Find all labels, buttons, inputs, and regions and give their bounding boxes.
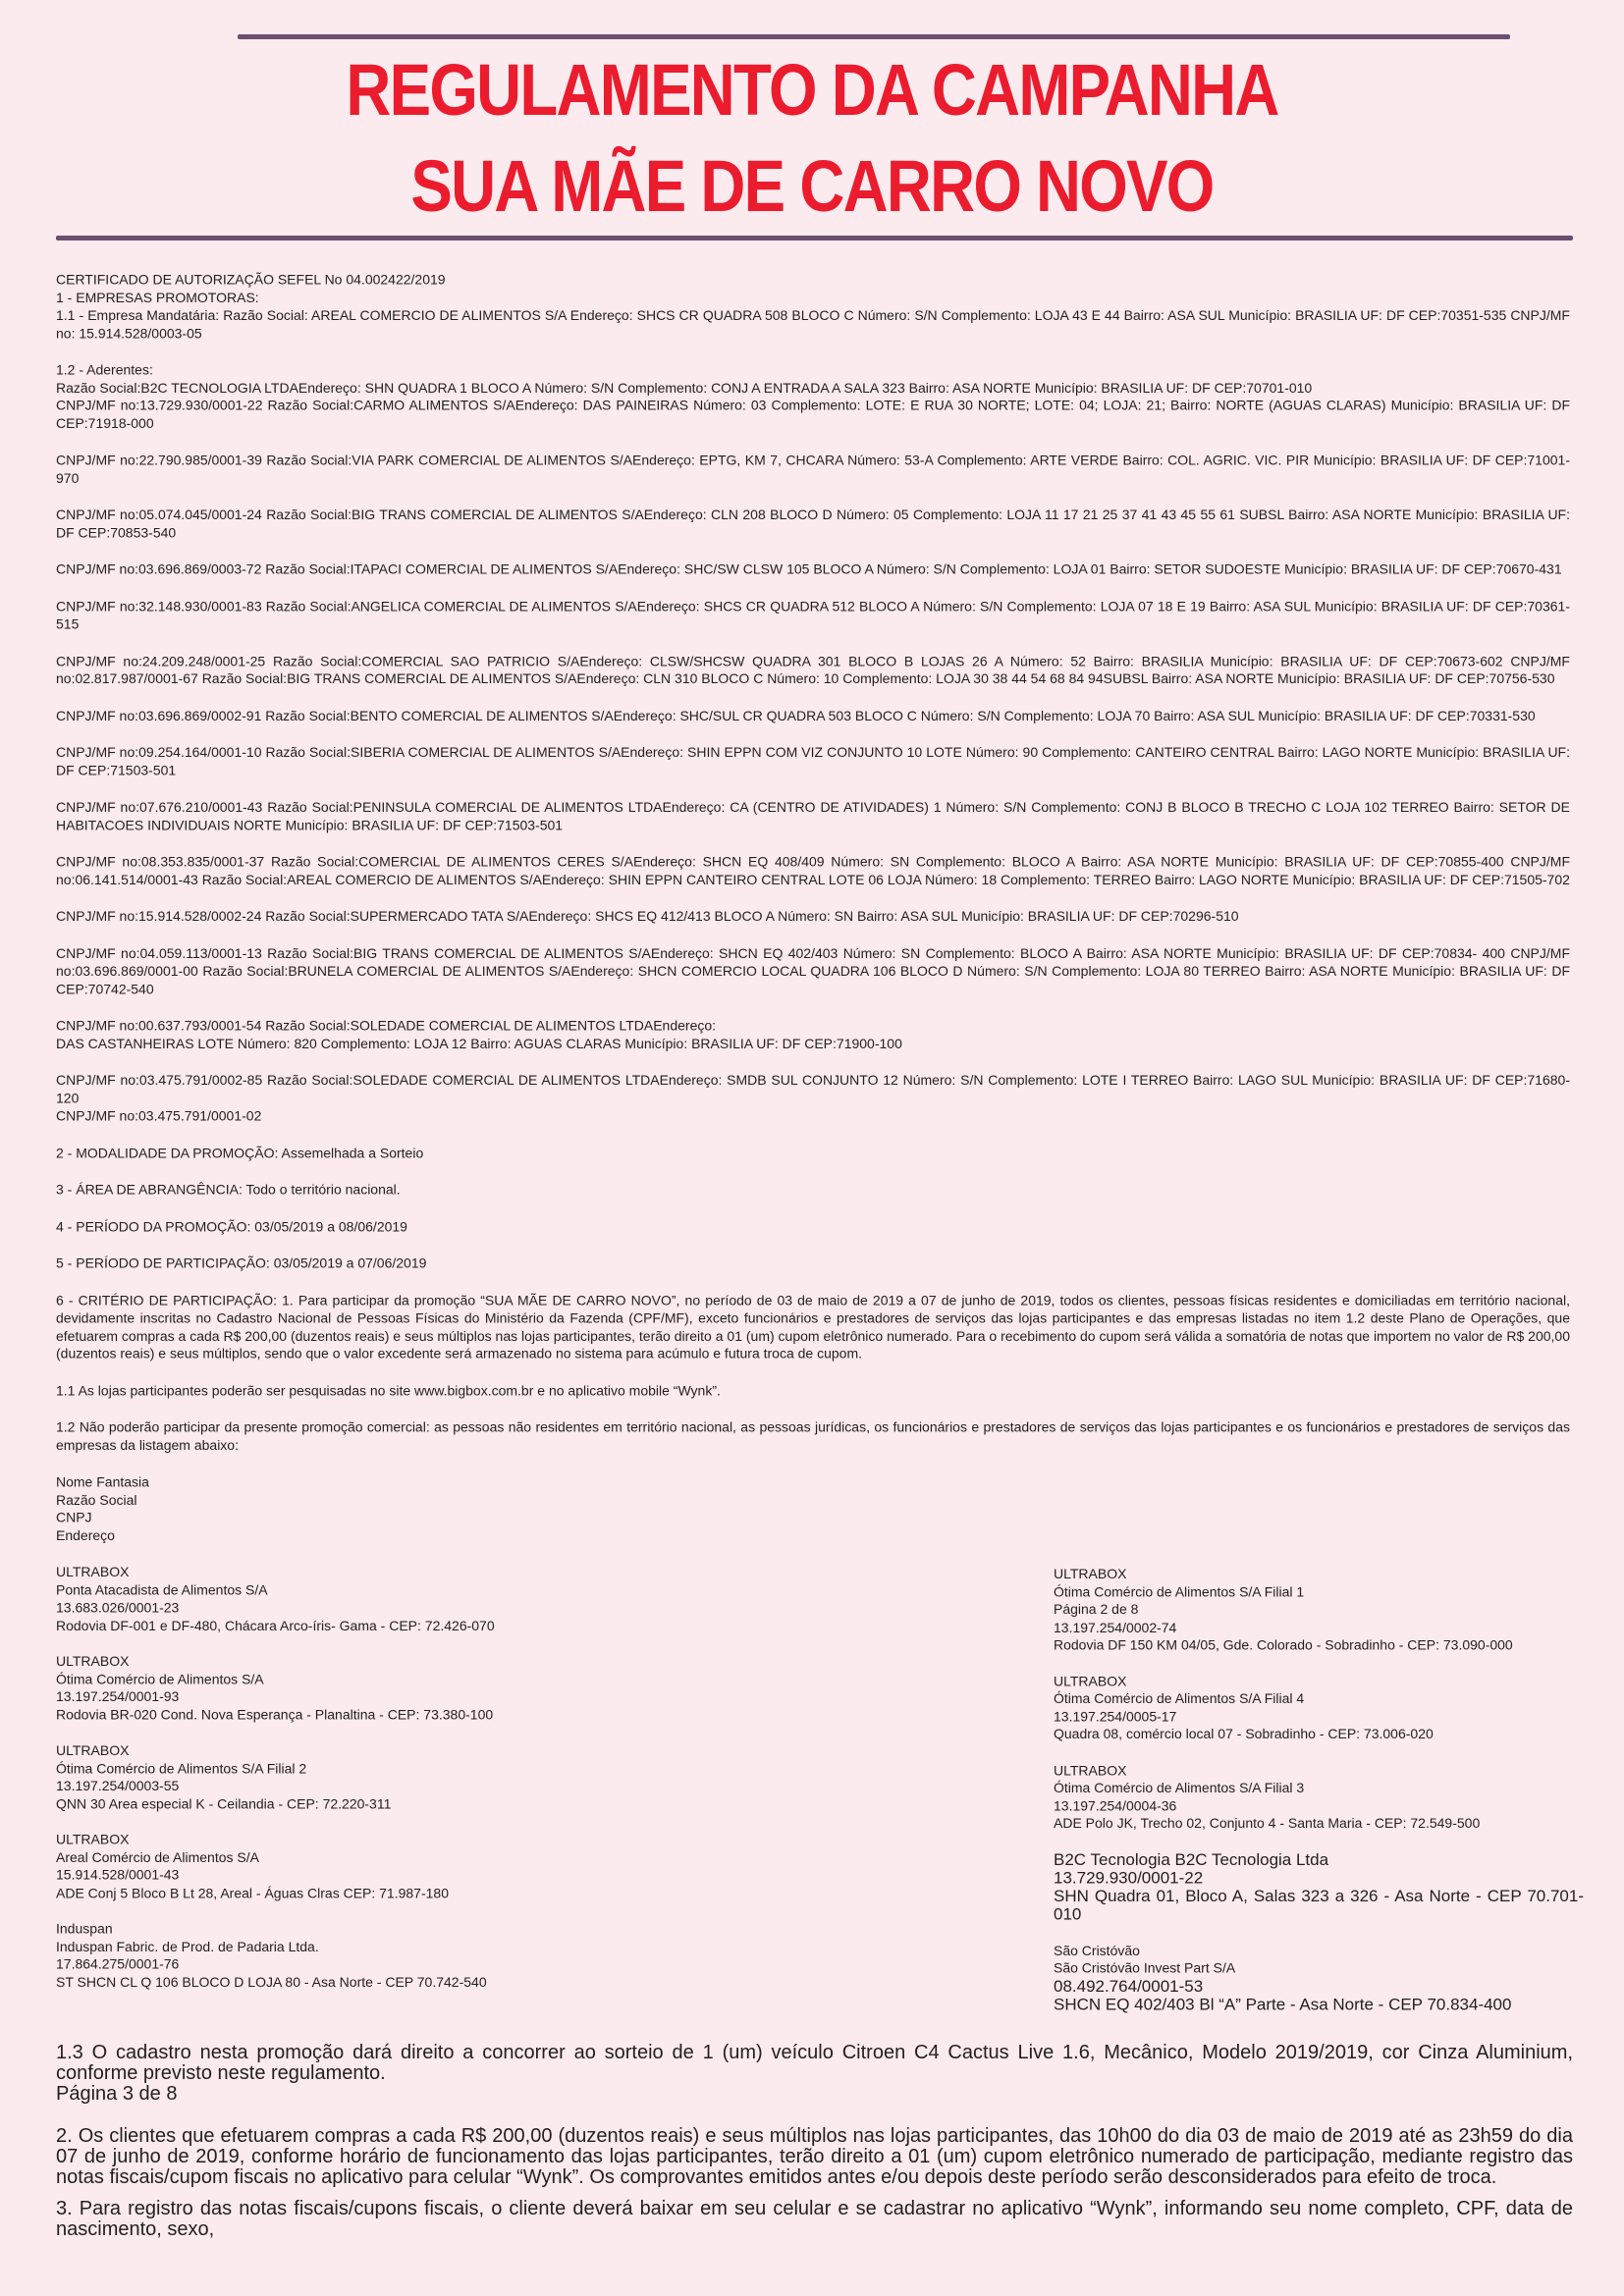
clause-1-3: 1.3 O cadastro nesta promoção dará direito a concorrer ao sorteio de 1 (um) veículo Citroen C4 Cactus Live 1.6, Mecânico, Modelo 2019/2019, cor Cinza Aluminium, conforme previsto neste regulamento. <box>56 2042 1573 2084</box>
section-1-heading: 1 - EMPRESAS PROMOTORAS: <box>56 290 259 305</box>
entry-cnpj: 15.914.528/0001-43 <box>56 1867 180 1883</box>
section-3: 3 - ÁREA DE ABRANGÊNCIA: Todo o território nacional. <box>56 1181 401 1198</box>
entry-address: Rodovia DF-001 e DF-480, Chácara Arco-íris- Gama - CEP: 72.426-070 <box>56 1617 495 1633</box>
section-6-2: 1.2 Não poderão participar da presente promoção comercial: as pessoas não residentes em território nacional, as pessoas jurídicas, os funcionários e prestadores de serviços das lojas participantes e os funcionários e prestadores de serviços das empresas da listagem abaixo: <box>56 1418 1570 1453</box>
adherent-1: Razão Social:B2C TECNOLOGIA LTDAEndereço: SHN QUADRA 1 BLOCO A Número: S/N Complemento: CONJ A ENTRADA A SALA 323 Bairro: ASA NORTE Município: BRASILIA UF: DF CEP:70701-010 <box>56 379 1313 396</box>
listing-left-column <box>56 1563 940 2008</box>
section-1-2-heading: 1.2 - Aderentes: <box>56 361 153 378</box>
entry-name: ULTRABOX <box>1054 1762 1127 1778</box>
listing-header <box>56 1473 1570 1544</box>
adherent-7: CNPJ/MF no:24.209.248/0001-25 Razão Social:COMERCIAL SAO PATRICIO S/AEndereço: CLSW/SHCSW QUADRA 301 BLOCO B LOJAS 26 A Número: 52 Bairro: BRASILIA Município: BRASILIA UF: DF CEP:70673-602 CNPJ/MF no:02.817.987/0001-67 Razão Social:BIG TRANS COMERCIAL DE ALIMENTOS S/AEndereço: CLN 310 BLOCO C Número: 10 Complemento: LOJA 30 38 44 54 68 84 94SUBSL Bairro: ASA NORTE Município: BRASILIA UF: DF CEP:70756-530 <box>56 653 1570 686</box>
adherent-5: CNPJ/MF no:03.696.869/0003-72 Razão Social:ITAPACI COMERCIAL DE ALIMENTOS S/AEndereço: SHC/SW CLSW 105 BLOCO A Número: S/N Complemento: LOJA 01 Bairro: SETOR SUDOESTE Município: BRASILIA UF: DF CEP:70670-431 <box>56 561 1562 577</box>
entry-cnpj: 17.864.275/0001-76 <box>56 1955 180 1972</box>
listing-right-column <box>1054 1565 1584 2031</box>
listing-header-name: Nome Fantasia <box>56 1473 149 1490</box>
entry-company: Areal Comércio de Alimentos S/A <box>56 1848 259 1865</box>
entry-cnpj: 13.197.254/0001-93 <box>56 1688 180 1705</box>
adherent-14-line-1: CNPJ/MF no:00.637.793/0001-54 Razão Social:SOLEDADE COMERCIAL DE ALIMENTOS LTDAEndereço: <box>56 1017 717 1034</box>
section-6-1: 1.1 As lojas participantes poderão ser pesquisadas no site www.bigbox.com.br e no aplicativo mobile “Wynk”. <box>56 1382 721 1398</box>
adherent-9: CNPJ/MF no:09.254.164/0001-10 Razão Social:SIBERIA COMERCIAL DE ALIMENTOS S/AEndereço: SHIN EPPN COM VIZ CONJUNTO 10 LOTE Número: 90 Complemento: CANTEIRO CENTRAL Bairro: LAGO NORTE Município: BRASILIA UF: DF CEP:71503-501 <box>56 744 1570 778</box>
entry-cnpj: 13.683.026/0001-23 <box>56 1599 180 1616</box>
entry-cnpj: 13.729.930/0001-22 <box>1054 1868 1204 1888</box>
listing-header-address: Endereço <box>56 1526 115 1543</box>
adherent-13: CNPJ/MF no:04.059.113/0001-13 Razão Social:BIG TRANS COMERCIAL DE ALIMENTOS S/AEndereço: SHCN EQ 402/403 Número: SN Complemento: BLOCO A Bairro: ASA NORTE Município: BRASILIA UF: DF CEP:70834- 400 CNPJ/MF no:03.696.869/0001-00 Razão Social:BRUNELA COMERCIAL DE ALIMENTOS S/AEndereço: SHCN COMERCIO LOCAL QUADRA 106 BLOCO D Número: S/N Complemento: LOJA 80 TERREO Bairro: ASA NORTE Município: BRASILIA UF: DF CEP:70742-540 <box>56 945 1570 996</box>
entry-company: Ótima Comércio de Alimentos S/A Filial 4 <box>1054 1690 1305 1706</box>
page-title-line-1: REGULAMENTO DA CAMPANHA <box>346 49 1278 131</box>
page-number: Página 2 de 8 <box>1054 1601 1139 1618</box>
entry-address: ST SHCN CL Q 106 BLOCO D LOJA 80 - Asa Norte - CEP 70.742-540 <box>56 1973 487 1990</box>
top-rule <box>238 34 1510 39</box>
entry-company: Ótima Comércio de Alimentos S/A Filial 2 <box>56 1760 307 1776</box>
adherent-15 <box>56 1071 1570 1124</box>
adherent-6: CNPJ/MF no:32.148.930/0001-83 Razão Social:ANGELICA COMERCIAL DE ALIMENTOS S/AEndereço: SHCS CR QUADRA 512 BLOCO A Número: S/N Complemento: LOJA 07 18 E 19 Bairro: ASA SUL Município: BRASILIA UF: DF CEP:70361-515 <box>56 598 1570 632</box>
adherent-14-line-2: DAS CASTANHEIRAS LOTE Número: 820 Complemento: LOJA 12 Bairro: AGUAS CLARAS Município: BRASILIA UF: DF CEP:71900-100 <box>56 1035 902 1051</box>
entry-address: ADE Polo JK, Trecho 02, Conjunto 4 - Santa Maria - CEP: 72.549-500 <box>1054 1815 1481 1831</box>
adherent-3: CNPJ/MF no:22.790.985/0001-39 Razão Social:VIA PARK COMERCIAL DE ALIMENTOS S/AEndereço: EPTG, KM 7, CHCARA Número: 53-A Complemento: ARTE VERDE Bairro: COL. AGRIC. VIC. PIR Município: BRASILIA UF: DF CEP:71001-970 <box>56 452 1570 486</box>
clause-3: 3. Para registro das notas fiscais/cupons fiscais, o cliente deverá baixar em seu celular e se cadastrar no aplicativo “Wynk”, informando seu nome completo, CPF, data de nascimento, sexo, <box>56 2198 1573 2240</box>
entry-name: ULTRABOX <box>56 1564 130 1580</box>
entry-cnpj: 08.492.764/0001-53 <box>1054 1976 1204 1996</box>
entry-address: Rodovia DF 150 KM 04/05, Gde. Colorado - Sobradinho - CEP: 73.090-000 <box>1054 1636 1513 1653</box>
adherent-4: CNPJ/MF no:05.074.045/0001-24 Razão Social:BIG TRANS COMERCIAL DE ALIMENTOS S/AEndereço: CLN 208 BLOCO D Número: 05 Complemento: LOJA 11 17 21 25 37 41 43 45 55 61 SUBSL Bairro: ASA NORTE Município: BRASILIA UF: DF CEP:70853-540 <box>56 507 1570 540</box>
entry-name: ULTRABOX <box>1054 1673 1127 1688</box>
entry-address: Rodovia BR-020 Cond. Nova Esperança - Planaltina - CEP: 73.380-100 <box>56 1706 494 1723</box>
entry-company: Induspan Fabric. de Prod. de Padaria Ltda. <box>56 1938 319 1954</box>
title-bottom-rule <box>56 236 1573 240</box>
entry-company: Ótima Comércio de Alimentos S/A <box>56 1671 264 1686</box>
entry-company: Ótima Comércio de Alimentos S/A Filial 1 <box>1054 1583 1305 1600</box>
entry-address: ADE Conj 5 Bloco B Lt 28, Areal - Águas Clras CEP: 71.987-180 <box>56 1885 449 1900</box>
adherent-15-line-2: CNPJ/MF no:03.475.791/0001-02 <box>56 1107 262 1124</box>
entry-cnpj: 13.197.254/0004-36 <box>1054 1797 1177 1813</box>
listing-header-company: Razão Social <box>56 1491 137 1508</box>
entry-name: São Cristóvão <box>1054 1942 1140 1958</box>
entry-name: ULTRABOX <box>1054 1566 1127 1582</box>
regulation-body <box>56 271 1584 2013</box>
listing-entry <box>1054 1761 1584 1832</box>
listing-entry <box>1054 1942 1584 2013</box>
clause-2: 2. Os clientes que efetuarem compras a cada R$ 200,00 (duzentos reais) e seus múltiplos nas lojas participantes, das 10h00 do dia 03 de maio de 2019 até as 23h59 do dia 07 de junho de 2019, conforme horário de funcionamento das lojas participantes, terão direito a 01 (um) cupom eletrônico numerado de participação, mediante registro das notas fiscais/cupom fiscais no aplicativo para celular “Wynk”. Os comprovantes emitidos antes e/ou depois deste período serão desconsiderados para efeito de troca. <box>56 2125 1573 2188</box>
entry-company: B2C Tecnologia B2C Tecnologia Ltda <box>1054 1849 1329 1869</box>
section-2: 2 - MODALIDADE DA PROMOÇÃO: Assemelhada a Sorteio <box>56 1145 424 1160</box>
regulation-continuation <box>56 2043 1573 2251</box>
entry-company: Ótima Comércio de Alimentos S/A Filial 3 <box>1054 1780 1305 1795</box>
entry-cnpj: 13.197.254/0005-17 <box>1054 1708 1177 1725</box>
entry-cnpj: 13.197.254/0003-55 <box>56 1778 180 1793</box>
adherent-8: CNPJ/MF no:03.696.869/0002-91 Razão Social:BENTO COMERCIAL DE ALIMENTOS S/AEndereço: SHC/SUL CR QUADRA 503 BLOCO C Número: S/N Complemento: LOJA 70 Bairro: ASA SUL Município: BRASILIA UF: DF CEP:70331-530 <box>56 707 1536 723</box>
certificate-line: CERTIFICADO DE AUTORIZAÇÃO SEFEL No 04.002422/2019 <box>56 271 446 288</box>
adherent-11: CNPJ/MF no:08.353.835/0001-37 Razão Social:COMERCIAL DE ALIMENTOS CERES S/AEndereço: SHCN EQ 408/409 Número: SN Complemento: BLOCO A Bairro: ASA NORTE Município: BRASILIA UF: DF CEP:70855-400 CNPJ/MF no:06.141.514/0001-43 Razão Social:AREAL COMERCIO DE ALIMENTOS S/AEndereço: SHIN EPPN CANTEIRO CENTRAL LOTE 06 LOJA Número: 18 Complemento: TERREO Bairro: LAGO NORTE Município: BRASILIA UF: DF CEP:71505-702 <box>56 853 1570 887</box>
listing-entry <box>1054 1565 1584 1653</box>
page-number: Página 3 de 8 <box>56 2083 178 2105</box>
section-1-1: 1.1 - Empresa Mandatária: Razão Social: AREAL COMERCIO DE ALIMENTOS S/A Endereço: SHCS CR QUADRA 508 BLOCO C Número: S/N Complemento: LOJA 43 E 44 Bairro: ASA SUL Município: BRASILIA UF: DF CEP:70351-535 CNPJ/MF no: 15.914.528/0003-05 <box>56 307 1570 341</box>
listing-entry <box>56 1920 940 1991</box>
entry-cnpj: 13.197.254/0002-74 <box>1054 1619 1177 1635</box>
adherent-10: CNPJ/MF no:07.676.210/0001-43 Razão Social:PENINSULA COMERCIAL DE ALIMENTOS LTDAEndereço: CA (CENTRO DE ATIVIDADES) 1 Número: S/N Complemento: CONJ B BLOCO B TRECHO C LOJA 102 TERREO Bairro: SETOR DE HABITACOES INDIVIDUAIS NORTE Município: BRASILIA UF: DF CEP:71503-501 <box>56 799 1570 832</box>
entry-company: Ponta Atacadista de Alimentos S/A <box>56 1581 268 1598</box>
entry-name: ULTRABOX <box>56 1831 130 1847</box>
entry-address: Quadra 08, comércio local 07 - Sobradinho - CEP: 73.006-020 <box>1054 1726 1434 1742</box>
section-6: 6 - CRITÉRIO DE PARTICIPAÇÃO: 1. Para participar da promoção “SUA MÃE DE CARRO NOVO”, no período de 03 de maio de 2019 a 07 de junho de 2019, todos os clientes, pessoas físicas residentes e domiciliadas em território nacional, devidamente inscritas no Cadastro Nacional de Pessoas Físicas do Ministério da Fazenda (CPF/MF), exceto funcionários e prestadores de serviços das lojas participantes e das empresas listadas no item 1.2 deste Plano de Operações, que efetuarem compras a cada R$ 200,00 (duzentos reais) e seus múltiplos nas lojas participantes, terão direito a 01 (um) cupom eletrônico numerado. Para o recebimento do cupom será válida a somatória de notas que importem no valor de R$ 200,00 (duzentos reais) e seus múltiplos, sendo que o valor excedente será armazenado no sistema para acúmulo e futura troca de cupom. <box>56 1292 1570 1362</box>
entry-address: SHCN EQ 402/403 Bl “A” Parte - Asa Norte - CEP 70.834-400 <box>1054 1995 1512 2013</box>
listing-entry <box>56 1741 940 1812</box>
adherent-12: CNPJ/MF no:15.914.528/0002-24 Razão Social:SUPERMERCADO TATA S/AEndereço: SHCS EQ 412/413 BLOCO A Número: SN Bairro: ASA SUL Município: BRASILIA UF: DF CEP:70296-510 <box>56 908 1239 925</box>
section-5: 5 - PERÍODO DE PARTICIPAÇÃO: 03/05/2019 a 07/06/2019 <box>56 1255 427 1271</box>
adherent-2: CNPJ/MF no:13.729.930/0001-22 Razão Social:CARMO ALIMENTOS S/AEndereço: DAS PAINEIRAS Número: 03 Complemento: LOTE: E RUA 30 NORTE; LOTE: 04; LOJA: 21; Bairro: NORTE (AGUAS CLARAS) Município: BRASILIA UF: DF CEP:71918-000 <box>56 397 1570 431</box>
listing-entry <box>1054 1672 1584 1742</box>
entry-name: Induspan <box>56 1920 113 1937</box>
listing-entry <box>1054 1850 1584 1923</box>
entry-name: ULTRABOX <box>56 1742 130 1758</box>
listing-entry <box>56 1563 940 1633</box>
company-listing <box>56 1563 1584 2013</box>
adherent-14 <box>56 1017 1570 1052</box>
entry-address: QNN 30 Area especial K - Ceilandia - CEP: 72.220-311 <box>56 1795 392 1811</box>
adherent-15-line-1: CNPJ/MF no:03.475.791/0002-85 Razão Social:SOLEDADE COMERCIAL DE ALIMENTOS LTDAEndereço: SMDB SUL CONJUNTO 12 Número: S/N Complemento: LOTE I TERREO Bairro: LAGO SUL Município: BRASILIA UF: DF CEP:71680-120 <box>56 1072 1570 1106</box>
page-title-line-2: SUA MÃE DE CARRO NOVO <box>410 145 1214 227</box>
section-4: 4 - PERÍODO DA PROMOÇÃO: 03/05/2019 a 08/06/2019 <box>56 1218 407 1234</box>
listing-entry <box>56 1831 940 1901</box>
listing-entry <box>56 1652 940 1723</box>
listing-header-cnpj: CNPJ <box>56 1509 92 1525</box>
entry-name: ULTRABOX <box>56 1653 130 1669</box>
entry-company: São Cristóvão Invest Part S/A <box>1054 1959 1236 1976</box>
entry-address: SHN Quadra 01, Bloco A, Salas 323 a 326 - Asa Norte - CEP 70.701-010 <box>1054 1887 1584 1924</box>
